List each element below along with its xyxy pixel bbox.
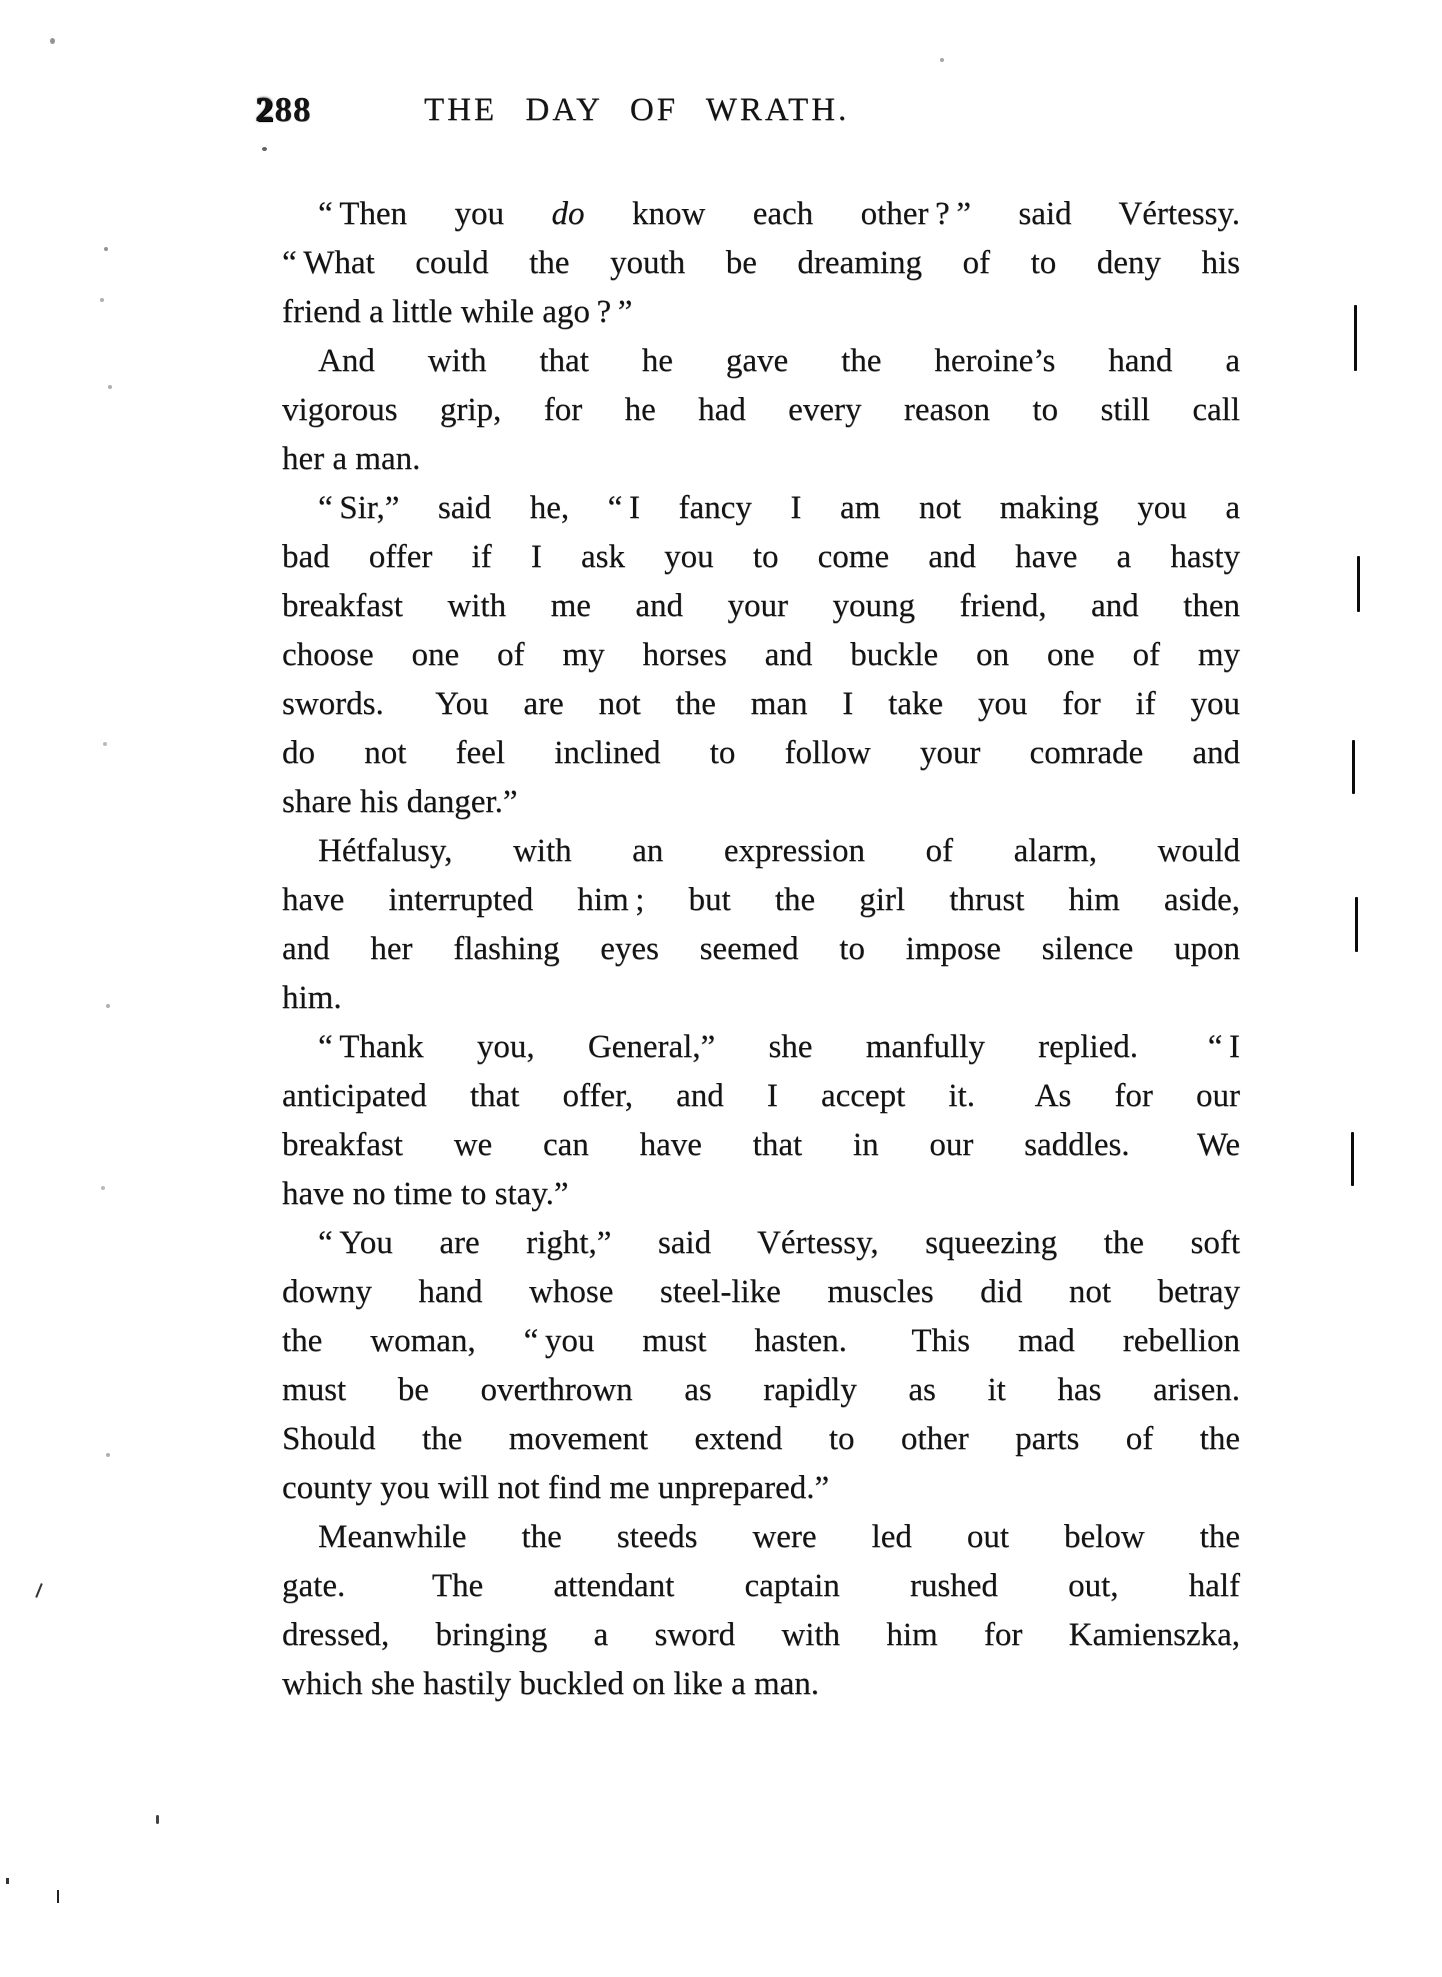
ink-speckle	[262, 147, 267, 151]
text-line: Hétfalusy, with an expression of alarm, would	[318, 833, 1240, 869]
text-line: “ What could the youth be dreaming of to deny his	[282, 245, 1240, 281]
page-edge-mark	[1357, 556, 1360, 612]
text-line: downy hand whose steel-like muscles did not betray	[282, 1274, 1240, 1310]
paragraph	[282, 484, 1240, 827]
text-line: and her flashing eyes seemed to impose silence upon	[282, 931, 1240, 967]
page-edge-mark	[1355, 897, 1358, 952]
ink-speckle	[103, 742, 107, 746]
ink-speckle	[106, 1004, 110, 1008]
text-line: “ Thank you, General,” she manfully replied. “ I	[318, 1029, 1240, 1065]
paragraph	[282, 1023, 1240, 1219]
text-line: must be overthrown as rapidly as it has arisen.	[282, 1372, 1240, 1408]
page-edge-mark	[1354, 305, 1357, 371]
text-column	[282, 190, 1240, 1709]
paragraph	[282, 337, 1240, 484]
text-line: swords. You are not the man I take you for if you	[282, 686, 1240, 722]
page-number-digits: 88	[274, 90, 312, 129]
ink-speckle	[106, 1453, 110, 1457]
paragraph	[282, 1219, 1240, 1513]
text-line: have no time to stay.”	[282, 1176, 569, 1212]
text-line: “ Then you do know each other ? ” said Vértessy.	[318, 196, 1240, 232]
text-line: the woman, “ you must hasten. This mad rebellion	[282, 1323, 1240, 1359]
text-line: vigorous grip, for he had every reason to still call	[282, 392, 1240, 428]
text-line: have interrupted him ; but the girl thrust him aside,	[282, 882, 1240, 918]
text-line: And with that he gave the heroine’s hand a	[318, 343, 1240, 379]
text-line: him.	[282, 980, 342, 1016]
text-line: which she hastily buckled on like a man.	[282, 1666, 820, 1702]
text-line: breakfast with me and your young friend, and then	[282, 588, 1240, 624]
text-line: anticipated that offer, and I accept it. As for our	[282, 1078, 1240, 1114]
stray-mark	[6, 1878, 9, 1884]
text-line: dressed, bringing a sword with him for Kamienszka,	[282, 1617, 1240, 1653]
ink-speckle	[108, 385, 112, 389]
text-line: county you will not find me unprepared.”	[282, 1470, 830, 1506]
page-edge-mark	[1352, 740, 1355, 794]
text-line: “ You are right,” said Vértessy, squeezing the soft	[318, 1225, 1240, 1261]
paragraph	[282, 827, 1240, 1023]
stray-mark	[156, 1815, 159, 1824]
text-line: breakfast we can have that in our saddles. We	[282, 1127, 1240, 1163]
text-line: Meanwhile the steeds were led out below the	[318, 1519, 1240, 1555]
page-edge-mark	[1351, 1132, 1354, 1186]
ink-speckle	[101, 1186, 105, 1190]
paragraph	[282, 190, 1240, 337]
ink-speckle	[940, 58, 944, 62]
stray-mark	[35, 1583, 42, 1598]
text-line: Should the movement extend to other parts of the	[282, 1421, 1240, 1457]
text-line: her a man.	[282, 441, 421, 477]
text-line: gate. The attendant captain rushed out, half	[282, 1568, 1240, 1604]
stray-mark	[57, 1890, 59, 1903]
paragraph	[282, 1513, 1240, 1709]
ink-speckle	[50, 38, 55, 44]
ink-speckle	[104, 247, 108, 251]
text-line: bad offer if I ask you to come and have a hasty	[282, 539, 1240, 575]
page-number	[256, 90, 312, 130]
running-title: THE DAY OF WRATH.	[424, 92, 850, 128]
ink-speckle	[100, 298, 104, 302]
page-number-smudged-digit: 2	[256, 90, 275, 129]
text-line: friend a little while ago ? ”	[282, 294, 633, 330]
text-line: choose one of my horses and buckle on one of my	[282, 637, 1240, 673]
text-line: do not feel inclined to follow your comrade and	[282, 735, 1240, 771]
text-line: share his danger.”	[282, 784, 518, 820]
text-line: “ Sir,” said he, “ I fancy I am not making you a	[318, 490, 1240, 526]
